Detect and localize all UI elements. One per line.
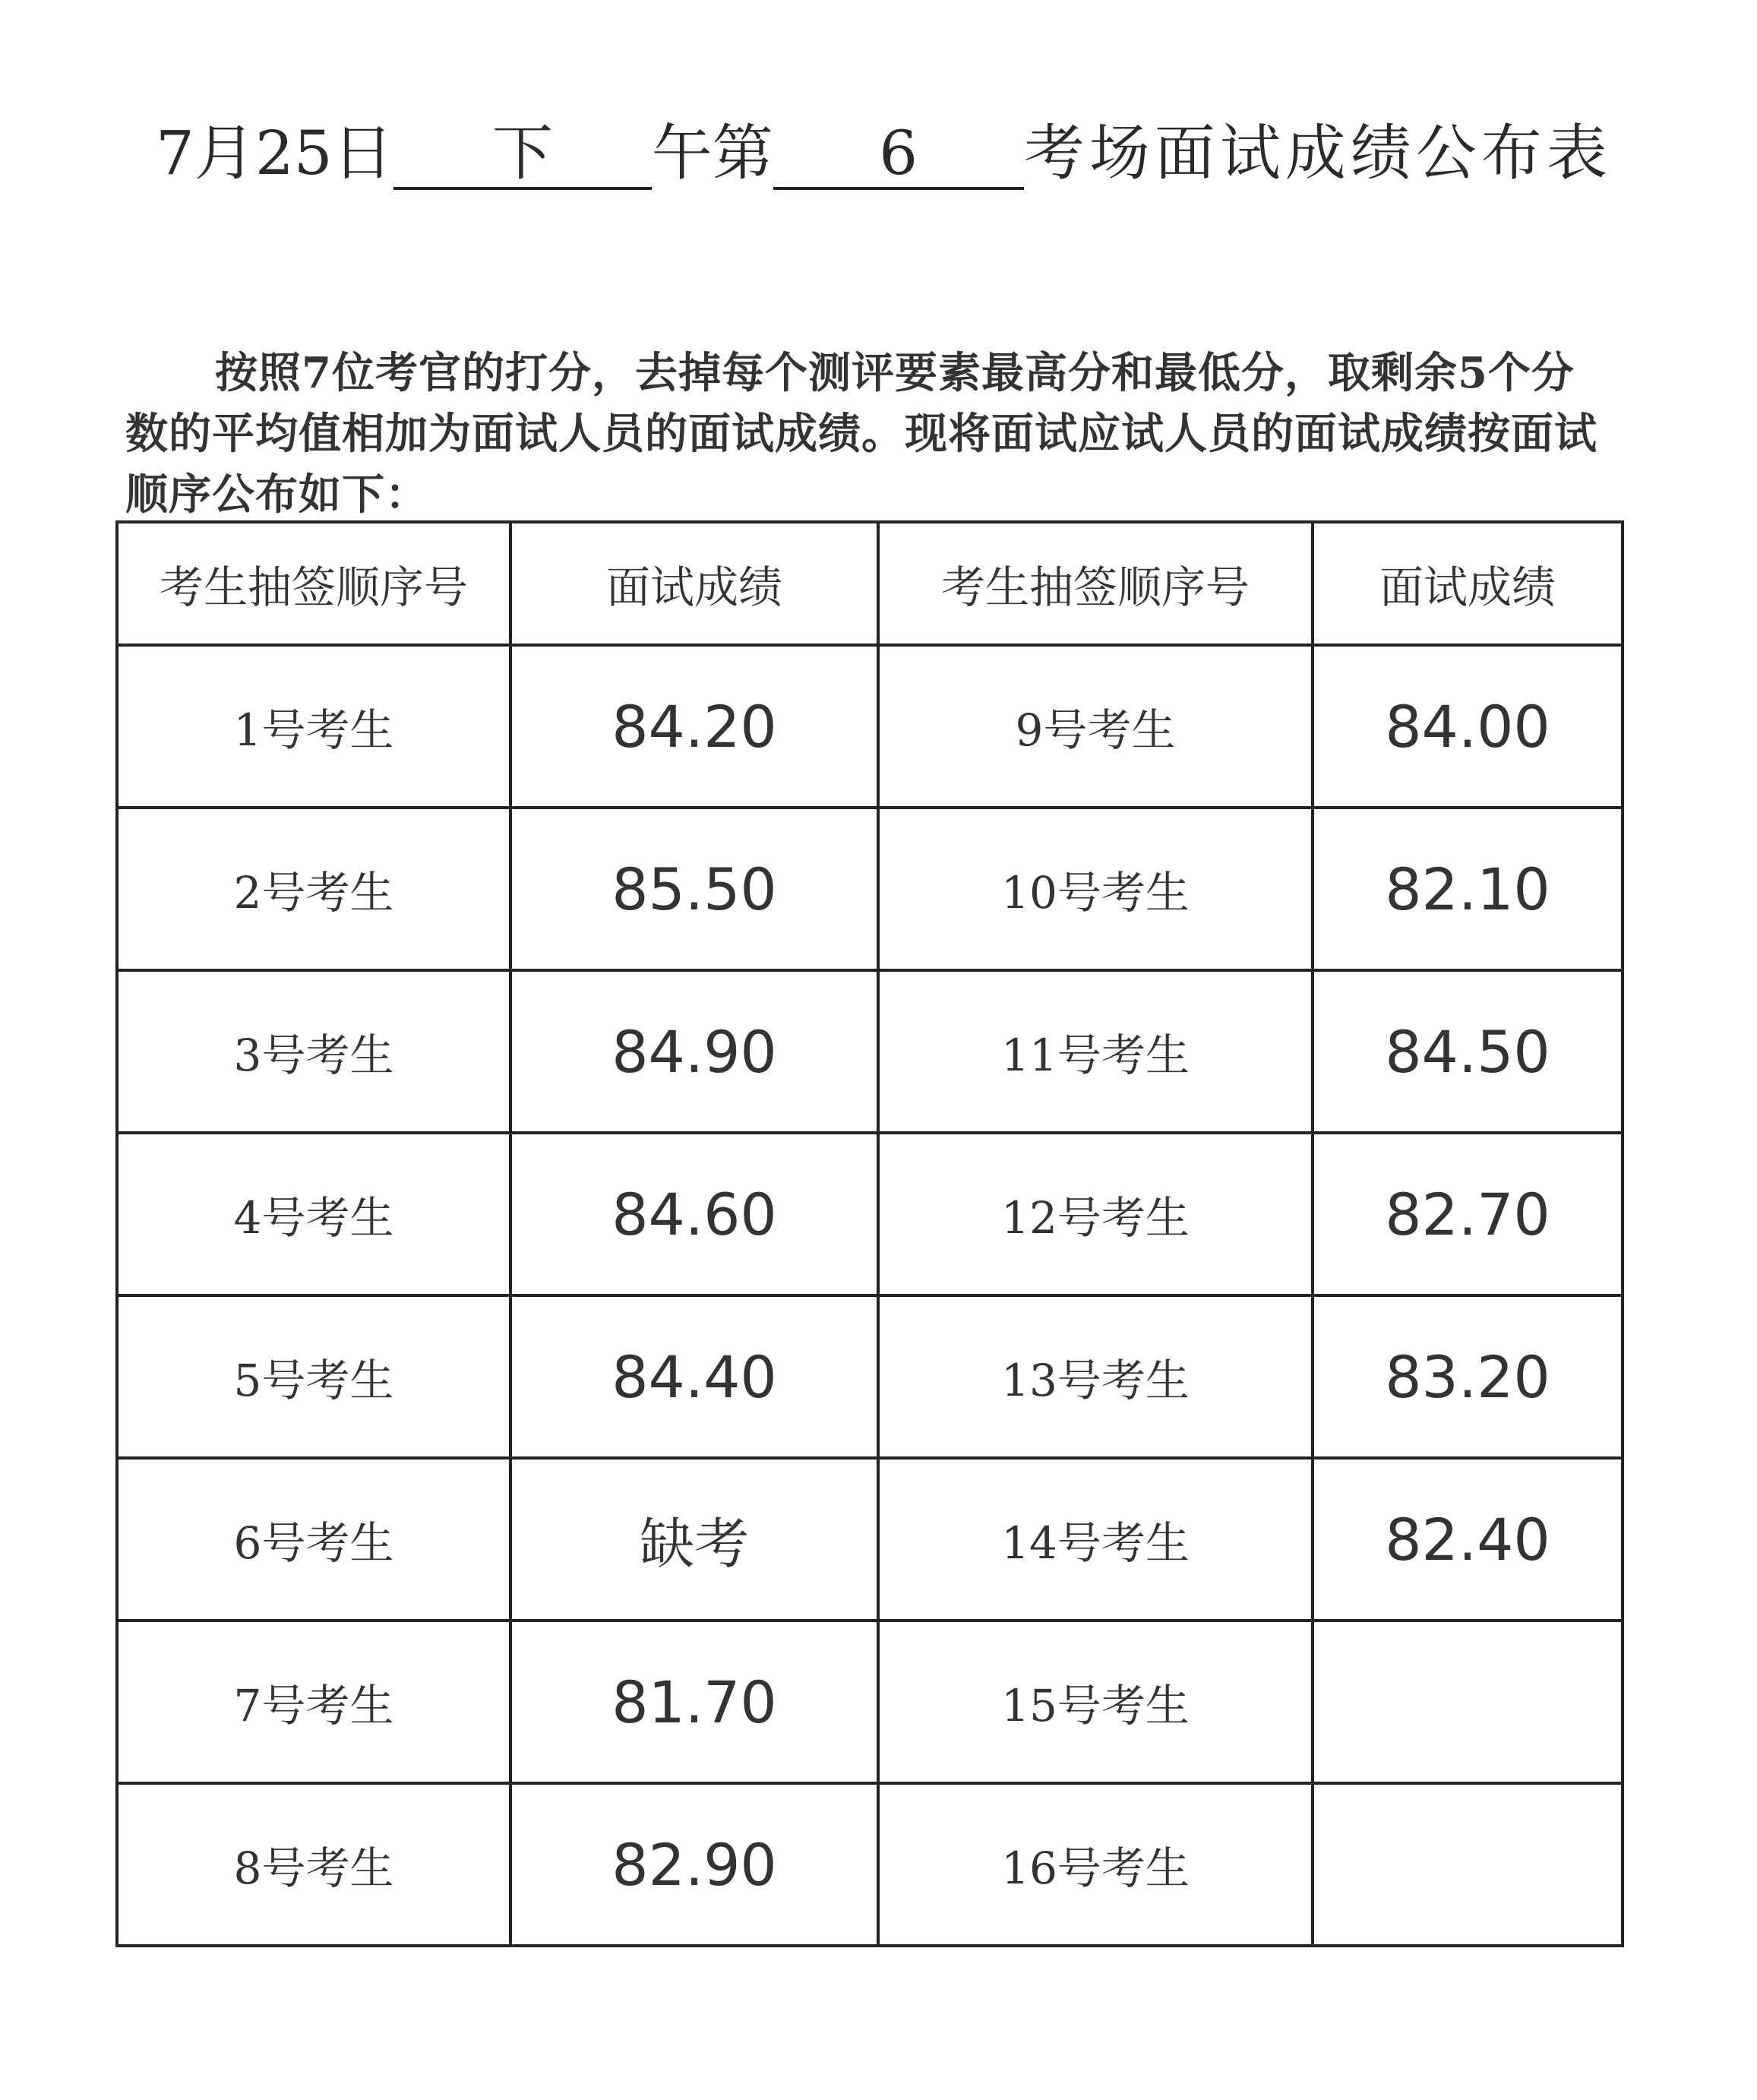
candidate-id: 10号考生 [878,808,1313,970]
candidate-score: 84.90 [510,970,878,1133]
candidate-score: 83.20 [1313,1295,1623,1458]
candidate-id: 3号考生 [117,970,510,1133]
candidate-absent-mark: 缺考 [510,1458,878,1621]
score-table [115,520,1624,1947]
candidate-score: 84.60 [510,1133,878,1295]
candidate-id: 14号考生 [878,1458,1313,1621]
title-room-blank: 6 [773,123,1024,190]
candidate-score: 82.10 [1313,808,1623,970]
candidate-id: 12号考生 [878,1133,1313,1295]
candidate-id: 8号考生 [117,1783,510,1946]
candidate-id: 2号考生 [117,808,510,970]
candidate-id: 16号考生 [878,1783,1313,1946]
candidate-score: 84.20 [510,645,878,808]
candidate-id: 9号考生 [878,645,1313,808]
page-title [156,106,1612,190]
candidate-score: 84.00 [1313,645,1623,808]
table-header-row [117,522,1623,645]
intro-paragraph: 按照7位考官的打分，去掉每个测评要素最高分和最低分，取剩余5个分数的平均值相加为面试人员的面试成绩。现将面试应试人员的面试成绩按面试顺序公布如下： [125,348,1597,520]
table-row [117,1621,1623,1783]
table-row [117,1783,1623,1946]
candidate-score-empty [1313,1621,1623,1783]
table-row [117,1458,1623,1621]
title-mid: 午第 [651,118,773,188]
candidate-score: 81.70 [510,1621,878,1783]
table-row [117,1295,1623,1458]
candidate-id: 6号考生 [117,1458,510,1621]
table-row [117,1133,1623,1295]
header-score-right: 面试成绩 [1313,522,1623,645]
header-candidate-order-left: 考生抽签顺序号 [117,522,510,645]
candidate-score: 84.50 [1313,970,1623,1133]
candidate-score: 82.40 [1313,1458,1623,1621]
candidate-id: 5号考生 [117,1295,510,1458]
header-candidate-order-right: 考生抽签顺序号 [878,522,1313,645]
candidate-id: 4号考生 [117,1133,510,1295]
table-row [117,970,1623,1133]
candidate-id: 1号考生 [117,645,510,808]
title-date: 7月25日 [156,118,393,188]
candidate-id: 13号考生 [878,1295,1313,1458]
table-row [117,808,1623,970]
title-period-blank: 下 [393,123,652,190]
title-suffix: 考场面试成绩公布表 [1023,118,1612,188]
candidate-id: 11号考生 [878,970,1313,1133]
header-score-left: 面试成绩 [510,522,878,645]
candidate-id: 15号考生 [878,1621,1313,1783]
candidate-score: 85.50 [510,808,878,970]
candidate-score: 84.40 [510,1295,878,1458]
candidate-id: 7号考生 [117,1621,510,1783]
candidate-score-empty [1313,1783,1623,1946]
table-row [117,645,1623,808]
candidate-score: 82.70 [1313,1133,1623,1295]
candidate-score: 82.90 [510,1783,878,1946]
